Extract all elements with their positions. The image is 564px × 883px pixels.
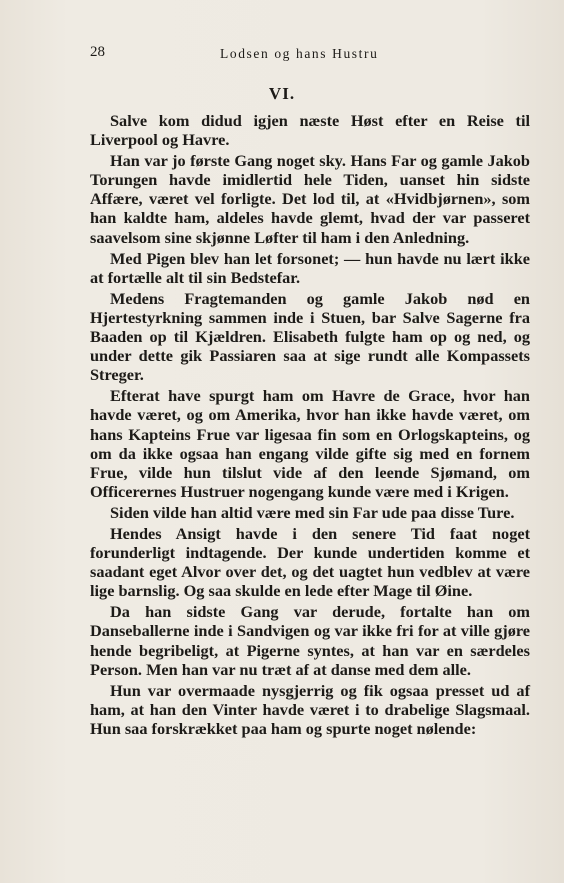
paragraph: Han var jo første Gang noget sky. Hans Far og gamle Jakob Torungen havde imidlertid hele Tiden, uanset hin sidste Affære, været vel forligte. Det lod til, at «Hvidbjørnen», som han kaldte ham, aldeles havde glemt, hvad der var passeret saavelsom sine skjønne Løfter til ham i den Anledning. [90, 151, 530, 247]
paragraph: Salve kom didud igjen næste Høst efter en Reise til Liverpool og Havre. [90, 111, 530, 150]
paragraph: Hun var overmaade nysgjerrig og fik ogsaa presset ud af ham, at han den Vinter havde været i to drabelige Slagsmaal. Hun saa forskrækket paa ham og spurte noget nølende: [90, 680, 530, 738]
paragraph: Efterat have spurgt ham om Havre de Grace, hvor han havde været, og om Amerika, hvor han ikke havde været, om hans Kapteins Frue var ligesaa fin som en Orlogskapteins, og om da ikke ogsaa han engang vilde gifte sig med en fornem Frue, vilde hun tilslut vide af den leende Sjømand, om Officerernes Hustruer nogengang kunde være med i Krigen. [90, 386, 530, 501]
chapter-title: VI. [268, 84, 296, 103]
paragraph: Siden vilde han altid være med sin Far ude paa disse Ture. [110, 502, 515, 522]
page-number: 28 [90, 44, 105, 60]
page-header [90, 44, 530, 64]
paragraph: Hendes Ansigt havde i den senere Tid faat noget forunderligt indtagende. Der kunde undertiden komme et saadant eget Alvor over det, og det uagtet hun vedblev at være lige barnslig. Og saa skulde en lede efter Mage til Øine. [90, 523, 530, 601]
paragraph: Medens Fragtemanden og gamle Jakob nød en Hjertestyrkning sammen inde i Stuen, bar Salve Sagerne fra Baaden op til Kjældren. Elisabeth fulgte ham op og ned, og under dette gik Passiaren saa at sige rundt alle Kompassets Streger. [90, 288, 530, 385]
paragraph: Da han sidste Gang var derude, fortalte han om Danseballerne inde i Sandvigen og var ikke fri for at ville gjøre hende begribeligt, at Pigerne syntes, at han var en særdeles Person. Men han var nu træt af at danse med dem alle. [90, 602, 530, 679]
body-text [90, 111, 530, 738]
paragraph: Med Pigen blev han let forsonet; — hun havde nu lært ikke at fortælle alt til sin Bedstefar. [90, 248, 530, 287]
running-head: Lodsen og hans Hustru [220, 46, 379, 61]
